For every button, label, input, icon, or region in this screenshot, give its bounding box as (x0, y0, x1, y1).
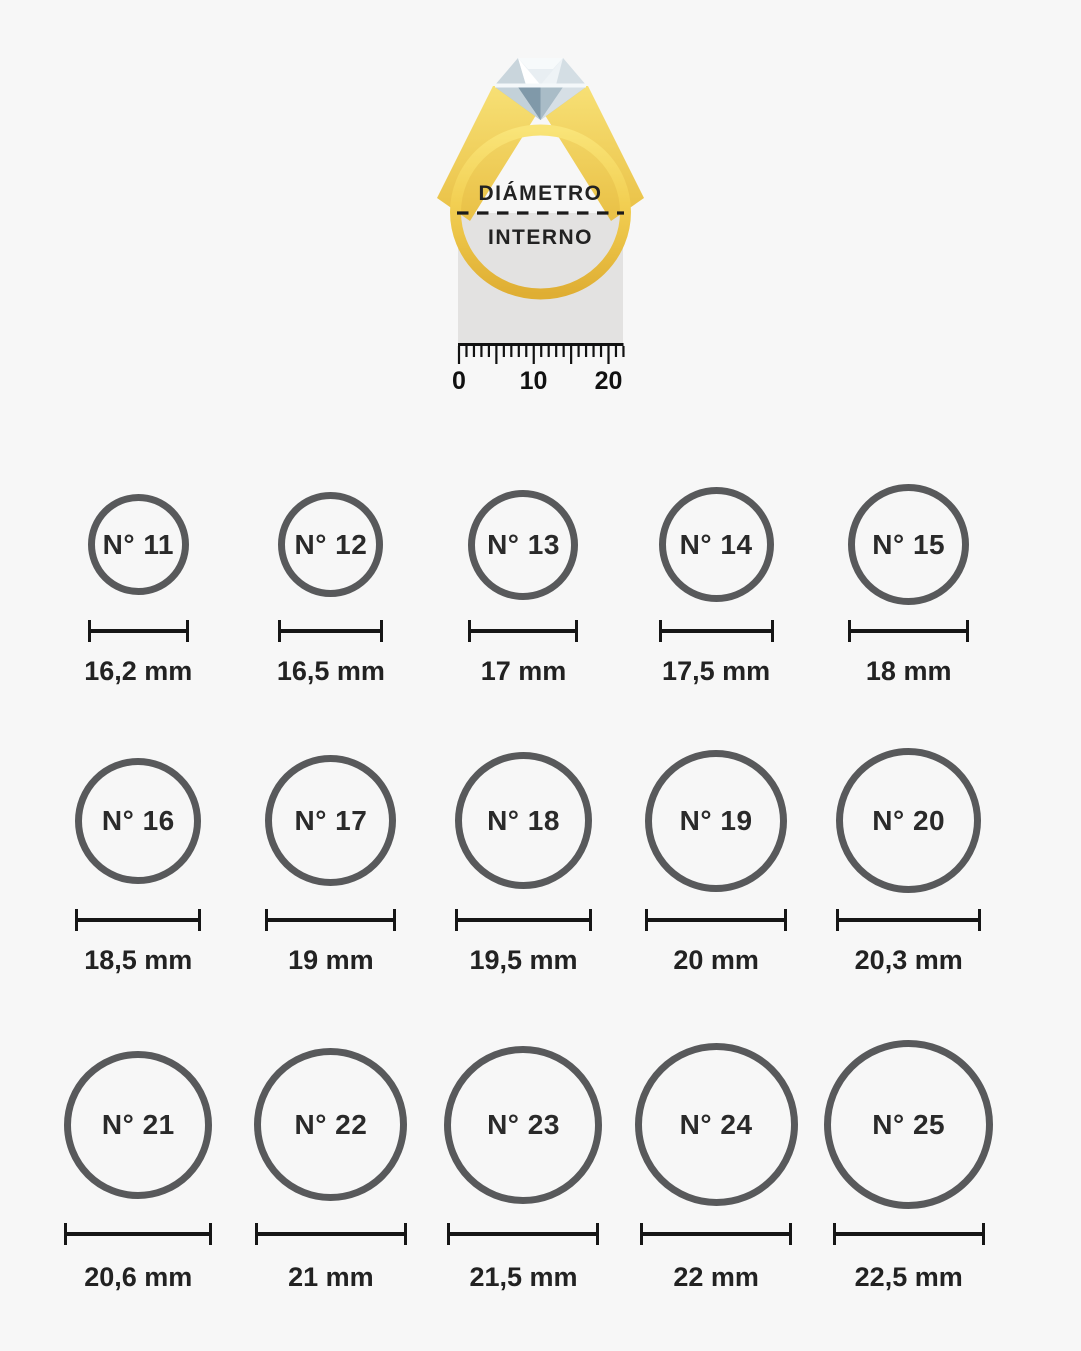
diameter-value-label: 19,5 mm (469, 945, 578, 975)
diameter-value-label: 22,5 mm (854, 1262, 963, 1292)
diameter-value-label: 16,2 mm (84, 656, 193, 686)
diameter-value-label: 20,6 mm (84, 1262, 193, 1292)
ring-size-label: N° 24 (679, 1108, 753, 1140)
diameter-measure-line (64, 1223, 212, 1245)
ring-size-circle-area (64, 1040, 212, 1209)
ring-size-circle-area (88, 484, 189, 605)
ring-size-circle-area (848, 484, 969, 605)
diameter-measure-line (836, 909, 981, 931)
ring-size-item (42, 1040, 235, 1292)
ring-size-label: N° 15 (872, 528, 946, 560)
diameter-measure-line (75, 909, 201, 931)
ring-size-circle-area (824, 1040, 993, 1209)
ring-size-circle-area (444, 1040, 602, 1209)
diameter-label-top: DIÁMETRO (478, 182, 603, 205)
diameter-value-label: 22 mm (673, 1262, 759, 1292)
ring-size-item (42, 745, 235, 975)
ring-size-circle (659, 487, 774, 602)
ring-size-label: N° 20 (872, 804, 946, 836)
ring-size-item (812, 745, 1005, 975)
ring-size-label: N° 12 (294, 528, 368, 560)
ring-size-item (427, 745, 620, 975)
diameter-measure-line (833, 1223, 985, 1245)
ring-size-item (427, 1040, 620, 1292)
ring-size-label: N° 14 (679, 528, 753, 560)
diameter-measure-line (645, 909, 787, 931)
ring-size-circle-area (836, 748, 981, 893)
diameter-measure-line (468, 620, 578, 642)
size-row-1 (42, 470, 1005, 686)
ring-size-item (235, 745, 428, 975)
ring-size-item (42, 470, 235, 686)
diameter-value-label: 18 mm (865, 656, 952, 686)
diameter-value-label: 21 mm (288, 1262, 374, 1292)
ring-size-label: N° 18 (487, 804, 560, 836)
ring-size-circle (254, 1048, 407, 1201)
ring-size-circle-area (468, 484, 578, 605)
ring-size-label: N° 22 (294, 1108, 368, 1140)
diameter-value-label: 17 mm (480, 656, 567, 686)
ring-size-label: N° 16 (101, 804, 175, 836)
ring-illustration (425, 40, 656, 398)
ring-size-item (812, 470, 1005, 686)
ring-size-label: N° 23 (487, 1108, 560, 1140)
ring-size-label: N° 19 (679, 804, 753, 836)
ring-size-circle (444, 1046, 602, 1204)
diameter-measure-line (848, 620, 969, 642)
diameter-measure-line (88, 620, 189, 642)
diameter-measure-line (278, 620, 383, 642)
ring-size-circle-area (278, 484, 383, 605)
ruler-label-0: 0 (452, 367, 466, 395)
diameter-measure-line (265, 909, 396, 931)
ruler-ticks (459, 346, 623, 364)
ring-size-circle-area (455, 748, 592, 893)
ring-size-circle (278, 492, 383, 597)
ring-size-item (812, 1040, 1005, 1292)
ring-size-item (620, 470, 813, 686)
ring-size-circle (468, 490, 578, 600)
ring-size-circle (645, 750, 787, 892)
ring-size-circle-area (265, 748, 396, 893)
ring-size-label: N° 21 (101, 1108, 175, 1140)
ring-size-label: N° 11 (102, 528, 174, 560)
diameter-measure-line (455, 909, 592, 931)
ring-size-circle (75, 758, 201, 884)
ring-size-circle-area (635, 1040, 798, 1209)
ring-size-circle (455, 752, 592, 889)
ring-size-circle (848, 484, 969, 605)
ring-size-label: N° 13 (487, 528, 560, 560)
ring-size-circle (836, 748, 981, 893)
ring-size-item (620, 1040, 813, 1292)
ring-size-circle-area (254, 1040, 407, 1209)
ring-size-item (235, 1040, 428, 1292)
ring-size-circle-area (659, 484, 774, 605)
ruler-label-10: 10 (519, 367, 548, 395)
ring-size-item (620, 745, 813, 975)
ring-size-circle (265, 755, 396, 886)
diameter-label-bottom: INTERNO (488, 226, 593, 249)
ring-size-circle-area (645, 748, 787, 893)
diameter-measure-line (640, 1223, 792, 1245)
ring-size-circle (635, 1043, 798, 1206)
diameter-value-label: 17,5 mm (662, 656, 771, 686)
ring-size-label: N° 25 (872, 1108, 946, 1140)
diameter-measure-line (255, 1223, 407, 1245)
ruler-label-20: 20 (594, 367, 623, 395)
ring-size-circle (64, 1051, 212, 1199)
diameter-measure-line (447, 1223, 599, 1245)
diameter-value-label: 21,5 mm (469, 1262, 578, 1292)
diameter-value-label: 16,5 mm (276, 656, 385, 686)
diameter-value-label: 19 mm (288, 945, 374, 975)
ring-size-label: N° 17 (294, 804, 368, 836)
ring-size-circle (88, 494, 189, 595)
ring-size-item (427, 470, 620, 686)
ring-size-circle (824, 1040, 993, 1209)
ring-diagram (425, 40, 656, 398)
diameter-value-label: 20,3 mm (854, 945, 963, 975)
diameter-measure-line (659, 620, 774, 642)
ring-size-circle-area (75, 748, 201, 893)
size-row-2 (42, 745, 1005, 975)
ring-size-item (235, 470, 428, 686)
ruler (452, 345, 623, 396)
size-row-3 (42, 1040, 1005, 1292)
diameter-value-label: 18,5 mm (84, 945, 193, 975)
diameter-value-label: 20 mm (673, 945, 759, 975)
